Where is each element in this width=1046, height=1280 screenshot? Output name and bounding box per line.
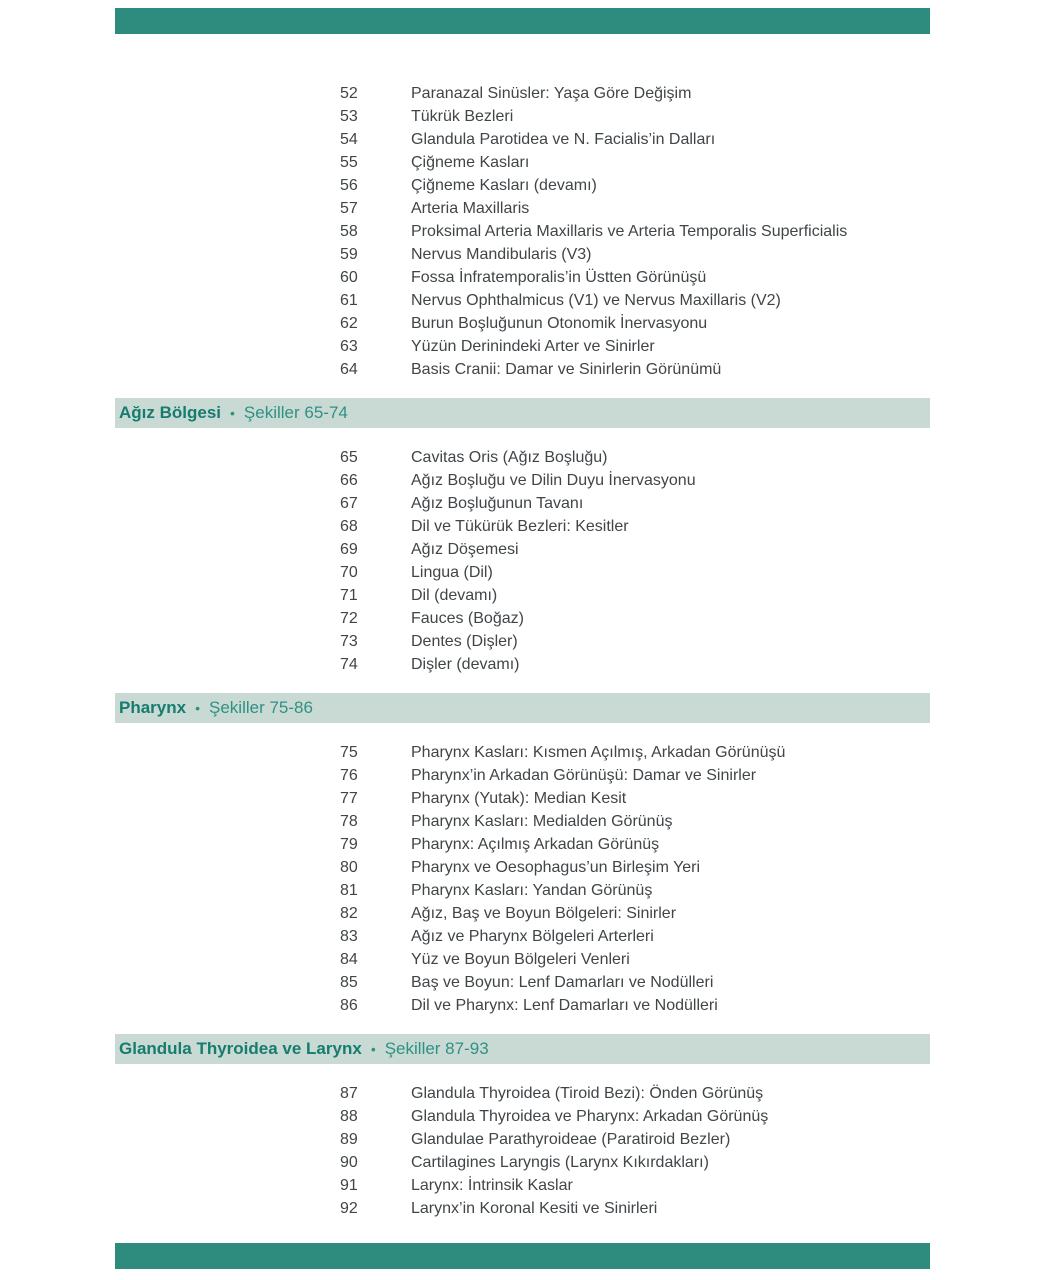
section-title: Glandula Thyroidea ve Larynx <box>119 1039 362 1058</box>
figure-number: 90 <box>340 1154 358 1171</box>
figure-entry-row <box>115 492 930 515</box>
figure-number: 79 <box>340 836 358 853</box>
figure-entry-row <box>115 561 930 584</box>
figure-number: 75 <box>340 744 358 761</box>
figure-entry-row <box>115 584 930 607</box>
figure-title: Fauces (Boğaz) <box>411 610 524 627</box>
figure-title: Glandula Thyroidea ve Pharynx: Arkadan Görünüş <box>411 1108 769 1125</box>
figure-number: 55 <box>340 154 358 171</box>
figure-number: 88 <box>340 1108 358 1125</box>
figure-list <box>115 1082 930 1220</box>
figure-list <box>115 741 930 1017</box>
figure-title: Dil ve Pharynx: Lenf Damarları ve Nodülleri <box>411 997 718 1014</box>
figure-number: 72 <box>340 610 358 627</box>
section-figure-range: Şekiller 65-74 <box>243 403 348 422</box>
figure-title: Dentes (Dişler) <box>411 633 518 650</box>
figure-number: 66 <box>340 472 358 489</box>
section-header <box>115 1034 930 1064</box>
bullet-separator-icon: • <box>195 700 200 716</box>
figure-entry-row <box>115 358 930 381</box>
figure-entry-row <box>115 105 930 128</box>
figure-number: 80 <box>340 859 358 876</box>
figure-title: Larynx’in Koronal Kesiti ve Sinirleri <box>411 1200 658 1217</box>
figure-title: Pharynx Kasları: Medialden Görünüş <box>411 813 673 830</box>
figure-title: Pharynx ve Oesophagus’un Birleşim Yeri <box>411 859 701 876</box>
figure-title: Arteria Maxillaris <box>411 200 530 217</box>
figure-entry-row <box>115 1197 930 1220</box>
figure-entry-row <box>115 538 930 561</box>
figure-number: 54 <box>340 131 358 148</box>
figure-number: 74 <box>340 656 358 673</box>
section-header <box>115 693 930 723</box>
figure-number: 89 <box>340 1131 358 1148</box>
figure-entry-row <box>115 741 930 764</box>
figure-number: 53 <box>340 108 358 125</box>
figure-number: 78 <box>340 813 358 830</box>
figure-title: Fossa İnfratemporalis’in Üstten Görünüşü <box>411 269 707 286</box>
top-divider-bar <box>115 8 930 34</box>
figure-number: 60 <box>340 269 358 286</box>
figure-entry-row <box>115 787 930 810</box>
figure-entry-row <box>115 1128 930 1151</box>
section-header <box>115 398 930 428</box>
figure-table-of-contents <box>115 82 930 1220</box>
bottom-divider-bar <box>115 1243 930 1269</box>
figure-entry-row <box>115 1082 930 1105</box>
figure-number: 57 <box>340 200 358 217</box>
figure-title: Dişler (devamı) <box>411 656 520 673</box>
figure-title: Baş ve Boyun: Lenf Damarları ve Nodülleri <box>411 974 714 991</box>
figure-title: Pharynx (Yutak): Median Kesit <box>411 790 627 807</box>
figure-entry-row <box>115 994 930 1017</box>
figure-title: Proksimal Arteria Maxillaris ve Arteria Temporalis Superficialis <box>411 223 848 240</box>
figure-title: Ağız Boşluğunun Tavanı <box>411 495 584 512</box>
figure-entry-row <box>115 1151 930 1174</box>
figure-entry-row <box>115 312 930 335</box>
figure-title: Ağız, Baş ve Boyun Bölgeleri: Sinirler <box>411 905 677 922</box>
figure-entry-row <box>115 515 930 538</box>
figure-number: 91 <box>340 1177 358 1194</box>
figure-entry-row <box>115 948 930 971</box>
figure-number: 83 <box>340 928 358 945</box>
figure-title: Pharynx’in Arkadan Görünüşü: Damar ve Sinirler <box>411 767 757 784</box>
figure-number: 77 <box>340 790 358 807</box>
figure-number: 69 <box>340 541 358 558</box>
figure-number: 68 <box>340 518 358 535</box>
figure-entry-row <box>115 335 930 358</box>
figure-entry-row <box>115 653 930 676</box>
figure-entry-row <box>115 879 930 902</box>
figure-number: 87 <box>340 1085 358 1102</box>
figure-entry-row <box>115 151 930 174</box>
figure-entry-row <box>115 220 930 243</box>
section-title: Ağız Bölgesi <box>119 403 222 422</box>
figure-title: Dil ve Tükürük Bezleri: Kesitler <box>411 518 629 535</box>
figure-number: 63 <box>340 338 358 355</box>
figure-number: 65 <box>340 449 358 466</box>
figure-number: 92 <box>340 1200 358 1217</box>
figure-entry-row <box>115 902 930 925</box>
figure-title: Burun Boşluğunun Otonomik İnervasyonu <box>411 315 708 332</box>
section-figure-range: Şekiller 87-93 <box>384 1039 489 1058</box>
figure-title: Ağız Döşemesi <box>411 541 519 558</box>
figure-number: 73 <box>340 633 358 650</box>
figure-entry-row <box>115 174 930 197</box>
section-figure-range: Şekiller 75-86 <box>209 698 313 717</box>
figure-entry-row <box>115 266 930 289</box>
figure-entry-row <box>115 289 930 312</box>
figure-entry-row <box>115 833 930 856</box>
bullet-separator-icon: • <box>230 405 235 421</box>
figure-number: 61 <box>340 292 358 309</box>
figure-title: Paranazal Sinüsler: Yaşa Göre Değişim <box>411 85 692 102</box>
figure-entry-row <box>115 1174 930 1197</box>
figure-entry-row <box>115 197 930 220</box>
figure-title: Cartilagines Laryngis (Larynx Kıkırdakları) <box>411 1154 709 1171</box>
figure-number: 86 <box>340 997 358 1014</box>
figure-number: 56 <box>340 177 358 194</box>
figure-entry-row <box>115 1105 930 1128</box>
figure-number: 52 <box>340 85 358 102</box>
figure-title: Cavitas Oris (Ağız Boşluğu) <box>411 449 608 466</box>
figure-title: Yüzün Derinindeki Arter ve Sinirler <box>411 338 655 355</box>
figure-entry-row <box>115 764 930 787</box>
figure-title: Glandula Parotidea ve N. Facialis’in Dalları <box>411 131 716 148</box>
figure-title: Pharynx Kasları: Yandan Görünüş <box>411 882 653 899</box>
figure-number: 71 <box>340 587 358 604</box>
figure-entry-row <box>115 469 930 492</box>
figure-title: Tükrük Bezleri <box>411 108 514 125</box>
figure-number: 67 <box>340 495 358 512</box>
figure-number: 82 <box>340 905 358 922</box>
figure-number: 62 <box>340 315 358 332</box>
figure-number: 84 <box>340 951 358 968</box>
figure-entry-row <box>115 630 930 653</box>
figure-title: Basis Cranii: Damar ve Sinirlerin Görünümü <box>411 361 722 378</box>
figure-title: Ağız Boşluğu ve Dilin Duyu İnervasyonu <box>411 472 696 489</box>
figure-list <box>115 446 930 676</box>
section-title: Pharynx <box>119 698 187 717</box>
figure-title: Nervus Mandibularis (V3) <box>411 246 592 263</box>
toc-content <box>115 8 930 1220</box>
figure-title: Larynx: İntrinsik Kaslar <box>411 1177 573 1194</box>
figure-title: Yüz ve Boyun Bölgeleri Venleri <box>411 951 630 968</box>
figure-list <box>115 82 930 381</box>
figure-title: Pharynx Kasları: Kısmen Açılmış, Arkadan Görünüşü <box>411 744 786 761</box>
figure-number: 76 <box>340 767 358 784</box>
figure-entry-row <box>115 243 930 266</box>
figure-number: 59 <box>340 246 358 263</box>
figure-entry-row <box>115 810 930 833</box>
figure-title: Dil (devamı) <box>411 587 498 604</box>
figure-title: Glandula Thyroidea (Tiroid Bezi): Önden Görünüş <box>411 1085 764 1102</box>
figure-title: Glandulae Parathyroideae (Paratiroid Bezler) <box>411 1131 731 1148</box>
figure-number: 81 <box>340 882 358 899</box>
figure-title: Lingua (Dil) <box>411 564 493 581</box>
figure-number: 58 <box>340 223 358 240</box>
figure-title: Çiğneme Kasları <box>411 154 530 171</box>
figure-number: 70 <box>340 564 358 581</box>
figure-title: Pharynx: Açılmış Arkadan Görünüş <box>411 836 660 853</box>
figure-title: Nervus Ophthalmicus (V1) ve Nervus Maxillaris (V2) <box>411 292 781 309</box>
figure-entry-row <box>115 971 930 994</box>
figure-number: 64 <box>340 361 358 378</box>
figure-number: 85 <box>340 974 358 991</box>
figure-entry-row <box>115 607 930 630</box>
figure-entry-row <box>115 128 930 151</box>
figure-entry-row <box>115 856 930 879</box>
figure-entry-row <box>115 446 930 469</box>
bullet-separator-icon: • <box>370 1041 376 1057</box>
figure-entry-row <box>115 925 930 948</box>
figure-entry-row <box>115 82 930 105</box>
figure-title: Ağız ve Pharynx Bölgeleri Arterleri <box>411 928 654 945</box>
figure-title: Çiğneme Kasları (devamı) <box>411 177 597 194</box>
